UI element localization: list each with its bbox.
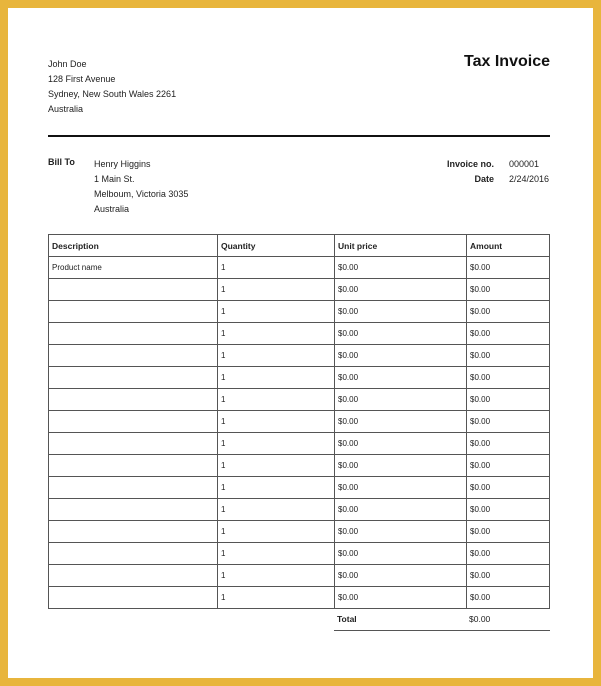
header-unit-price: Unit price bbox=[335, 235, 467, 257]
cell-description bbox=[49, 279, 218, 301]
table-header-row bbox=[49, 235, 550, 257]
invoice-meta-values bbox=[509, 157, 549, 187]
cell-quantity: 1 bbox=[218, 565, 335, 587]
cell-description bbox=[49, 521, 218, 543]
cell-quantity: 1 bbox=[218, 257, 335, 279]
table-row bbox=[49, 455, 550, 477]
cell-unit-price: $0.00 bbox=[335, 345, 467, 367]
cell-description bbox=[49, 345, 218, 367]
cell-quantity: 1 bbox=[218, 345, 335, 367]
cell-unit-price: $0.00 bbox=[335, 433, 467, 455]
cell-amount: $0.00 bbox=[467, 521, 550, 543]
cell-description bbox=[49, 389, 218, 411]
cell-quantity: 1 bbox=[218, 411, 335, 433]
cell-amount: $0.00 bbox=[467, 411, 550, 433]
cell-description: Product name bbox=[49, 257, 218, 279]
cell-amount: $0.00 bbox=[467, 301, 550, 323]
cell-unit-price: $0.00 bbox=[335, 279, 467, 301]
table-row bbox=[49, 499, 550, 521]
cell-quantity: 1 bbox=[218, 521, 335, 543]
cell-description bbox=[49, 433, 218, 455]
cell-unit-price: $0.00 bbox=[335, 499, 467, 521]
table-row bbox=[49, 323, 550, 345]
cell-amount: $0.00 bbox=[467, 323, 550, 345]
table-row bbox=[49, 565, 550, 587]
cell-unit-price: $0.00 bbox=[335, 521, 467, 543]
header-quantity: Quantity bbox=[218, 235, 335, 257]
cell-description bbox=[49, 565, 218, 587]
table-row bbox=[49, 521, 550, 543]
table-row bbox=[49, 345, 550, 367]
line-items-table bbox=[48, 234, 550, 609]
cell-unit-price: $0.00 bbox=[335, 477, 467, 499]
cell-quantity: 1 bbox=[218, 455, 335, 477]
sender-address-line1: 128 First Avenue bbox=[48, 74, 116, 84]
header-amount: Amount bbox=[467, 235, 550, 257]
total-row bbox=[334, 608, 550, 631]
total-value: $0.00 bbox=[469, 614, 491, 624]
sender-address-line2: Sydney, New South Wales 2261 bbox=[48, 89, 177, 99]
cell-description bbox=[49, 477, 218, 499]
bill-to-block bbox=[94, 157, 188, 217]
cell-description bbox=[49, 411, 218, 433]
document-title: Tax Invoice bbox=[464, 53, 550, 70]
cell-description bbox=[49, 543, 218, 565]
table-row bbox=[49, 301, 550, 323]
cell-description bbox=[49, 301, 218, 323]
cell-amount: $0.00 bbox=[467, 499, 550, 521]
table-row bbox=[49, 477, 550, 499]
cell-amount: $0.00 bbox=[467, 345, 550, 367]
cell-unit-price: $0.00 bbox=[335, 565, 467, 587]
bill-to-name: Henry Higgins bbox=[94, 159, 151, 169]
table-row bbox=[49, 367, 550, 389]
cell-amount: $0.00 bbox=[467, 367, 550, 389]
table-row bbox=[49, 433, 550, 455]
table-row bbox=[49, 389, 550, 411]
cell-quantity: 1 bbox=[218, 587, 335, 609]
cell-quantity: 1 bbox=[218, 477, 335, 499]
cell-amount: $0.00 bbox=[467, 433, 550, 455]
table-row bbox=[49, 257, 550, 279]
cell-unit-price: $0.00 bbox=[335, 367, 467, 389]
sender-block bbox=[48, 57, 176, 117]
cell-unit-price: $0.00 bbox=[335, 389, 467, 411]
cell-unit-price: $0.00 bbox=[335, 543, 467, 565]
cell-amount: $0.00 bbox=[467, 543, 550, 565]
invoice-number-label: Invoice no. bbox=[446, 159, 494, 169]
cell-unit-price: $0.00 bbox=[335, 301, 467, 323]
cell-unit-price: $0.00 bbox=[335, 411, 467, 433]
cell-quantity: 1 bbox=[218, 433, 335, 455]
cell-unit-price: $0.00 bbox=[335, 455, 467, 477]
cell-description bbox=[49, 499, 218, 521]
date-value: 2/24/2016 bbox=[509, 174, 550, 184]
invoice-page bbox=[8, 8, 593, 678]
cell-amount: $0.00 bbox=[467, 279, 550, 301]
cell-amount: $0.00 bbox=[467, 587, 550, 609]
total-label: Total bbox=[337, 614, 357, 624]
header-divider bbox=[48, 135, 550, 137]
cell-unit-price: $0.00 bbox=[335, 323, 467, 345]
cell-amount: $0.00 bbox=[467, 389, 550, 411]
cell-amount: $0.00 bbox=[467, 565, 550, 587]
cell-description bbox=[49, 455, 218, 477]
cell-unit-price: $0.00 bbox=[335, 587, 467, 609]
sender-name: John Doe bbox=[48, 59, 87, 69]
cell-quantity: 1 bbox=[218, 279, 335, 301]
date-label: Date bbox=[474, 174, 494, 184]
bill-to-address-line1: 1 Main St. bbox=[94, 174, 135, 184]
cell-quantity: 1 bbox=[218, 543, 335, 565]
cell-amount: $0.00 bbox=[467, 257, 550, 279]
bill-to-address-line2: Melboum, Victoria 3035 bbox=[94, 189, 189, 199]
cell-quantity: 1 bbox=[218, 301, 335, 323]
cell-amount: $0.00 bbox=[467, 477, 550, 499]
table-row bbox=[49, 543, 550, 565]
cell-quantity: 1 bbox=[218, 499, 335, 521]
bill-to-label: Bill To bbox=[48, 157, 75, 167]
cell-description bbox=[49, 367, 218, 389]
table-row bbox=[49, 587, 550, 609]
cell-quantity: 1 bbox=[218, 367, 335, 389]
cell-unit-price: $0.00 bbox=[335, 257, 467, 279]
invoice-number-value: 000001 bbox=[509, 159, 540, 169]
bill-to-country: Australia bbox=[94, 204, 130, 214]
table-row bbox=[49, 279, 550, 301]
header-description: Description bbox=[49, 235, 218, 257]
cell-amount: $0.00 bbox=[467, 455, 550, 477]
cell-quantity: 1 bbox=[218, 323, 335, 345]
sender-country: Australia bbox=[48, 104, 84, 114]
invoice-meta-labels bbox=[447, 157, 494, 187]
cell-description bbox=[49, 323, 218, 345]
cell-quantity: 1 bbox=[218, 389, 335, 411]
cell-description bbox=[49, 587, 218, 609]
table-row bbox=[49, 411, 550, 433]
